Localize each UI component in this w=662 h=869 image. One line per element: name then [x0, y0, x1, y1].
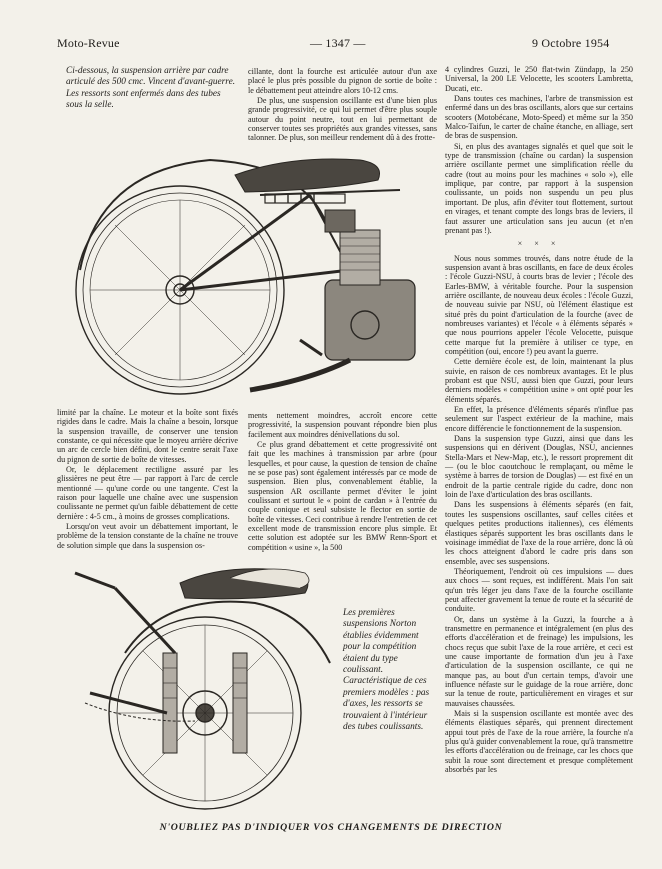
- caption-norton: Les premières suspensions Norton établies évidemment pour la compétition étaient du type coulissant. Caractéristique de ces premiers modèles : pas d'axes, les ressorts se trouvaient à l'intérieur des tubes coulissants.: [343, 608, 430, 733]
- column-1-middle: [57, 408, 238, 551]
- paragraph: Ce plus grand débattement et cette progressivité ont fait que les machines à transmission par arbre (pour lesquelles, et pour cause, la question de tension de chaîne ne se pose pas) sont également intéressés par ce mode de suspension. Bien plus, convenablement établie, la suspension AR oscillante permet d'éviter le joint coulissant et surtout le « point de cardan » à l'entrée du couple conique et seul subsiste le flector en sortie de boîte de vitesses. Ceci contribue à rendre l'entretien de cet excellent mode de transmission encore plus simple. Et cette solution est adoptée sur les BMW Renn-Sport et compétition « usine », la 500: [248, 440, 437, 552]
- footer-notice: N'OUBLIEZ PAS D'INDIQUER VOS CHANGEMENTS DE DIRECTION: [159, 822, 503, 833]
- paragraph: Dans toutes ces machines, l'arbre de transmission est enfermé dans un des bras oscillants, alors que sur certains scooters (Motobécane, Moto-Speed) et même sur la 350 Malco-Taifun, le carter de chaîne étanche, en alliage, sert de bras de suspension.: [445, 94, 633, 141]
- paragraph: De plus, une suspension oscillante est d'une bien plus grande progressivité, ce qui lui permet d'être plus souple autour du point neutre, tout en lui permettant de conserver toutes ses propriétés aux grandes vitesses, sans talonner. De plus, son meilleur rendement dû à des frotte-: [248, 96, 437, 143]
- paragraph: Dans la suspension type Guzzi, ainsi que dans les suspensions qui en dérivent (Douglas, NSU, anciennes Stella-Mars et New-Map, etc.), le ressort proprement dit — (ou le bloc caoutchouc le remplaçant, ou même le système à barres de torsion de Douglas) — est fixé en un endroit de la partie centrale rigide du cadre, donc non loin de l'axe d'articulation des bras oscillants.: [445, 434, 633, 500]
- magazine-name: Moto-Revue: [57, 36, 120, 50]
- column-2-top: [248, 67, 437, 144]
- paragraph: cillante, dont la fourche est articulée autour d'un axe placé le plus près possible du pignon de sortie de boîte : le débattement peut atteindre alors 10-12 cms.: [248, 67, 437, 95]
- page-number: — 1347 —: [310, 36, 366, 50]
- vincent-motorcycle-illustration: [60, 150, 440, 405]
- paragraph: Or, dans un système à la Guzzi, la fourche a à transmettre en permanence et intégralement (en plus des efforts d'accélération et de freinage) les impulsions, les chocs reçus que subit l'axe de la roue arrière, et ceci est une cause importante de formation d'un jeu à l'axe d'articulation de la suspension oscillante, ce qui ne manque pas, au bout d'un certain temps, d'avoir une influence néfaste sur le guidage de la roue arrière, donc sur la tenue de route, particulièrement en virages et sur mauvaises chaussées.: [445, 614, 633, 708]
- paragraph: Dans les suspensions à éléments séparés (en fait, toutes les suspensions oscillantes, sauf celles citées et quelques petites productions italiennes), ces éléments élastiques séparés supportent les bras oscillants dans le voisinage immédiat de l'axe de la roue arrière, donc là où les chocs atteignent d'abord le cadre pris dans son ensemble, avec ses suspensions.: [445, 500, 633, 566]
- column-3: [445, 65, 633, 775]
- caption-vincent: Ci-dessous, la suspension arrière par cadre articulé des 500 cmc. Vincent d'avant-guerre. Les ressorts sont enfermés dans des tubes sous la selle.: [66, 66, 236, 111]
- paragraph: 4 cylindres Guzzi, le 250 flat-twin Zündapp, la 250 Universal, la 200 LE Velocette, les scooters Lambretta, Ducati, etc.: [445, 65, 633, 93]
- norton-suspension-illustration: [55, 553, 340, 815]
- paragraph: Nous nous sommes trouvés, dans notre étude de la suspension avant à bras oscillants, en face de deux écoles : l'école Guzzi-NSU, à courts bras de levier ; l'école des Earles-BMW, à véritable fourche. Pour la suspension arrière oscillante, de nouveau deux écoles : l'école Guzzi, de nouveau suivie par NSU, où l'élément élastique est situé près du point d'articulation de la fourche (avec de nombreuses variantes) et l'école « à éléments séparés » que nous pourrions appeler l'école Velocette, puisque cette marque fut la première à utiliser ce type, en compétition (oui, encore !) peu avant la guerre.: [445, 253, 633, 356]
- paragraph: Mais si la suspension oscillante est montée avec des éléments élastiques séparés, qui prennent directement appui tout près de l'axe de la roue arrière, la fourche n'a plus qu'à guider convenablement la roue, qu'à transmettre les efforts d'accélération ou de freinage, car les chocs que subit la roue sont directement et presque complètement absorbés par les: [445, 709, 633, 775]
- paragraph: limité par la chaîne. Le moteur et la boîte sont fixés rigides dans le cadre. Mais la chaîne a besoin, lorsque la suspension travaille, de conserver une tension constante, ce qui nécessite que le moyeu arrière décrive un arc de cercle bien défini, dont le centre serait l'axe du pignon de sortie de boîte de vitesses.: [57, 408, 238, 464]
- paragraph: Si, en plus des avantages signalés et quel que soit le type de transmission (chaîne ou cardan) la suspension arrière oscillante permet une simplification réelle du cadre (tout au moins pour les machines « solo »), elle implique, par contre, par rapport à la suspension coulissante, un poids non suspendu un peu plus important. De plus, afin d'éviter tout flottement, surtout en virages, et tenant compte des longs bras de leviers, il faut assurer une articulation sans jeu aucun (et n'en prenant pas !).: [445, 141, 633, 235]
- issue-date: 9 Octobre 1954: [532, 36, 610, 50]
- paragraph: Théoriquement, l'endroit où ces impulsions — dues aux chocs — sont reçues, est indifférent. Mais l'on sait qu'un très léger jeu dans l'axe de la fourche oscillante peut affecter gravement la tenue de route et la sécurité de conduite.: [445, 566, 633, 614]
- paragraph: Lorsqu'on veut avoir un débattement important, le problème de la tension constante de la chaîne ne trouve de solution simple que dans la suspension os-: [57, 522, 238, 550]
- paragraph: Cette dernière école est, de loin, maintenant la plus suivie, en raison de ces nombreux avantages. Et le plus probant est que NSU, aussi bien que Guzzi, pour leurs derniers modèles « compétition usine » ont opté pour les éléments séparés.: [445, 357, 633, 404]
- paragraph: ments nettement moindres, accroît encore cette progressivité, la suspension pouvant répondre bien plus facilement aux moindres dénivellations du sol.: [248, 411, 437, 439]
- column-2-middle: [248, 411, 437, 553]
- paragraph: En effet, la présence d'éléments séparés n'influe pas seulement sur l'aspect extérieur de la machine, mais encore différencie le fonctionnement de la suspension.: [445, 405, 633, 433]
- section-divider: × × ×: [517, 239, 561, 249]
- paragraph: Or, le déplacement rectiligne assuré par les glissières ne peut être — par rapport à l'arc de cercle mentionné — qu'une corde ou une tangente. C'est la raison pour laquelle une chaîne avec une suspension coulissante ne permet qu'un faible débattement de cette dernière : 4-5 cm., à moins de grosses complications.: [57, 465, 238, 521]
